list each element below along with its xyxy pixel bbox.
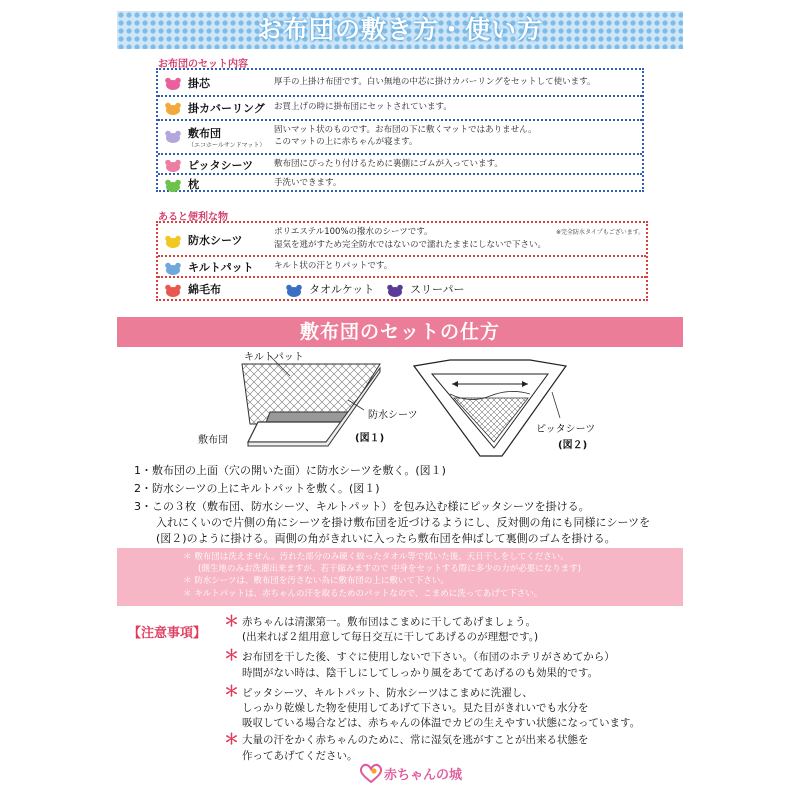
list-item: [386, 282, 404, 301]
extra-section-title: あると便利な物: [158, 212, 228, 223]
note-line: ＊ キルトパットは、赤ちゃんの汗を取るためのパットなので、こまめに洗ってあげて下さい。: [183, 589, 543, 599]
step-3-cont: 入れにくいので片側の角にシーツを掛け敷布団を近づけるようにし、反対側の角にも同様にシーツを: [156, 516, 651, 529]
item-name: 防水シーツ: [188, 234, 243, 247]
list-item: [164, 177, 182, 196]
asterisk-icon: ＊: [224, 682, 240, 700]
item-desc: ポリエステル100%の撥水のシーツです。: [274, 227, 433, 237]
item-name: 綿毛布: [188, 283, 221, 296]
figure-1-caption: (図１): [355, 433, 385, 444]
caution-line: ピッタシーツ、キルトパット、防水シーツはこまめに洗濯し、: [242, 687, 533, 699]
extras-box: [156, 221, 648, 301]
item-name: 掛カバーリング: [188, 102, 265, 115]
bear-icon: [164, 262, 182, 275]
list-item: [164, 233, 182, 252]
figure-2-caption: (図２): [558, 440, 588, 451]
label-futon: 敷布団: [198, 435, 228, 446]
list-item: [164, 128, 182, 147]
caution-line: 時間がない時は、陰干しにしてしっかり風をあててあげるのも効果的です。: [242, 667, 599, 679]
set-contents-box: [156, 68, 644, 192]
asterisk-icon: ＊: [224, 730, 240, 748]
bear-icon: [164, 130, 182, 143]
page-title: お布団の敷き方・使い方: [256, 15, 543, 44]
label-fitted-sheet: ピッタシーツ: [536, 424, 596, 435]
item-note: ※完全防水タイプもございます。: [556, 229, 645, 236]
bear-icon: [164, 179, 182, 192]
bear-icon: [164, 235, 182, 248]
note-line: ＊ 敷布団は洗えません。汚れた部分のみ硬く絞ったタオル等で拭いた後、天日干しをしてください。: [183, 552, 569, 562]
item-desc: 厚手の上掛け布団です。白い無地の中芯に掛けカバーリングをセットして使います。: [274, 77, 596, 87]
note-line: ＊ 防水シーツは、敷布団を汚さない為に敷布団の上に敷いて下さい。: [183, 576, 449, 586]
logo-text: 赤ちゃんの城: [384, 768, 463, 783]
step-1: 1・敷布団の上面（穴の開いた面）に防水シーツを敷く。(図１): [134, 464, 446, 477]
bear-icon: [164, 77, 182, 90]
item-desc: 湿気を逃がすため完全防水ではないので濡れたままにしないで下さい。: [274, 240, 547, 250]
set-section-title: お布団のセット内容: [158, 59, 248, 70]
list-item: [164, 260, 182, 279]
item-name: タオルケット: [309, 283, 375, 296]
caution-line: しっかり乾燥した物を使用してあげて下さい。見た目がきれいでも水分を: [242, 702, 589, 714]
item-desc: 手洗いできます。: [274, 178, 342, 188]
item-name: キルトパット: [188, 261, 254, 274]
list-item: [164, 157, 182, 176]
item-name: 掛芯: [188, 77, 210, 90]
caution-line: 大量の汗をかく赤ちゃんのために、常に湿気を逃がすことが出来る状態を: [242, 734, 589, 746]
note-line: (側生地のみお洗濯出来ますが、若干縮みますので 中身をセットする際に多少の力が必要になります): [198, 564, 582, 574]
divider: [158, 95, 642, 97]
divider: [158, 255, 646, 257]
caution-line: 吸収している場合などは、赤ちゃんの体温でカビの生えやすい状態になっています。: [242, 717, 641, 729]
bear-icon: [164, 102, 182, 115]
divider: [158, 276, 646, 278]
list-item: [285, 282, 303, 301]
bear-icon: [285, 284, 303, 297]
caution-line: 赤ちゃんは清潔第一。敷布団はこまめに干してあげましょう。: [242, 616, 536, 628]
asterisk-icon: ＊: [224, 612, 240, 630]
caution-line: (出来れば２組用意して毎日交互に干してあげるのが理想です。): [242, 631, 539, 643]
setup-title: 敷布団のセットの仕方: [299, 321, 500, 343]
item-desc: 敷布団にぴったり付けるために裏側にゴムが入っています。: [274, 159, 503, 169]
list-item: [164, 100, 182, 119]
bear-icon: [386, 284, 404, 297]
caution-line: 作ってあげてください。: [242, 750, 358, 762]
list-item: [164, 282, 182, 301]
item-desc: 固いマット状のものです。お布団の下に敷くマットではありません。: [274, 125, 537, 135]
label-quilt-pad: キルトパット: [244, 352, 304, 363]
heart-logo-icon: [358, 762, 384, 784]
caution-line: お布団を干した後、すぐに使用しないで下さい。（布団のホテリがさめてから）: [242, 651, 615, 663]
list-item: [164, 75, 182, 94]
divider: [158, 119, 642, 121]
step-3: 3・この３枚（敷布団、防水シーツ、キルトパット）を包み込む様にピッタシーツを掛ける。: [134, 500, 590, 513]
caution-title: 【注意事項】: [128, 626, 207, 641]
item-name: スリーパー: [410, 283, 465, 296]
asterisk-icon: ＊: [224, 646, 240, 664]
item-desc: キルト状の汗とりパットです。: [274, 261, 393, 271]
item-name: ピッタシーツ: [188, 159, 254, 172]
item-name: 敷布団: [188, 127, 221, 140]
item-desc: このマットの上に赤ちゃんが寝ます。: [274, 137, 418, 147]
item-desc: お買上げの時に掛布団にセットされています。: [274, 102, 452, 112]
divider: [158, 173, 642, 175]
divider: [158, 153, 642, 155]
leader-line: [552, 392, 560, 418]
item-name: 枕: [188, 178, 199, 191]
bear-icon: [164, 159, 182, 172]
label-waterproof-sheet: 防水シーツ: [368, 410, 418, 421]
step-3-cont: (図２)のように掛ける。両側の角がきれいに入ったら敷布団を伸ばして裏側のゴムを掛ける。: [156, 532, 616, 545]
item-sub: （エコホールサンドマット）: [188, 142, 266, 149]
step-2: 2・防水シーツの上にキルトパットを敷く。(図１): [134, 482, 380, 495]
bear-icon: [164, 284, 182, 297]
figure-2-illustration: [410, 352, 570, 460]
